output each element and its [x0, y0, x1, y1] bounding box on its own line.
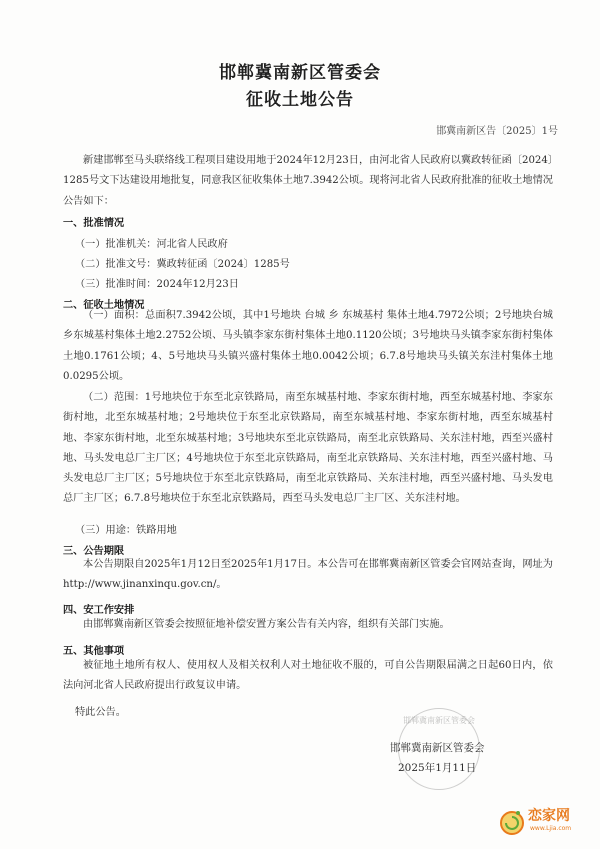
approval-authority: （一）批准机关：河北省人民政府 [75, 239, 228, 250]
document-title-org: 邯郸冀南新区管委会 [219, 63, 381, 83]
section3-heading: 三、公告期限 [63, 545, 125, 557]
seal-text: 邯郸冀南新区管委会 [403, 716, 475, 725]
watermark-logo [498, 803, 588, 843]
closing-text: 特此公告。 [75, 707, 126, 718]
land-scope-paragraph: （二）范围：1号地块位于东至北京铁路局，南至东城基村地、李家东街村地，西至东城基村地、李家东街村地，北至东城基村地；2号地块位于东至北京铁路局，南至东城基村地、李家东街村地，西至东城基村地、李家东街村地，北至东城基村地；3号地块东至北京铁路局，南至北京铁路局、关东洼村地，西至兴盛村地、马头发电总厂主厂区；4号地块位于东至北京铁路局，南至北京铁路局、关东洼村地，西至兴盛村地、马头发电总厂主厂区；5号地块位于东至北京铁路局，南至北京铁路局、关东洼村地，西至兴盛村地、马头发电总厂主厂区；6.7.8号地块位于东至北京铁路局，西至马头发电总厂主厂区、关东洼村地。 [63, 392, 553, 505]
notice-period-paragraph: 本公告期限自2025年1月12日至2025年1月17日。本公告可在邯郸冀南新区管委会官网站查询，网址为http://www.jinanxinqu.gov.cn/。 [63, 559, 553, 591]
work-arrangement-paragraph: 由邯郸冀南新区管委会按照征地补偿安置方案公告有关内容，组织有关部门实施。 [83, 619, 450, 630]
section1-heading: 一、批准情况 [63, 217, 125, 229]
signature-date: 2025年1月11日 [398, 762, 477, 774]
section2-heading: 二、征收土地情况 [63, 299, 145, 311]
section4-heading: 四、安工作安排 [63, 604, 135, 616]
signature-org: 邯郸冀南新区管委会 [390, 742, 485, 754]
watermark-url: www.Ljia.com [530, 825, 572, 832]
document-title: 征收土地公告 [246, 90, 354, 110]
land-area-paragraph: （一）面积：总面积7.3942公顷，其中1号地块 台城 乡 东城基村 集体土地4.7972公顷；2号地块台城乡东城基村集体土地2.2752公顷、马头镇李家东街村集体土地0.1120公顷；3号地块马头镇李家东街村集体土地0.1761公顷；4、5号地块马头镇兴盛村集体土地0.0042公顷；6.7.8号地块马头镇关东洼村集体土地0.0295公顷。 [63, 310, 553, 382]
land-use: （三）用途：铁路用地 [75, 525, 177, 536]
document-number: 邯冀南新区告〔2025〕1号 [436, 126, 558, 137]
snail-logo-icon [498, 807, 526, 837]
other-matters-paragraph: 被征地土地所有权人、使用权人及相关权利人对土地征收不服的，可自公告期限届满之日起60日内，依法向河北省人民政府提出行政复议申请。 [63, 660, 553, 692]
intro-paragraph: 新建邯郸至马头联络线工程项目建设用地于2024年12月23日，由河北省人民政府以冀政转征函〔2024〕1285号文下达建设用地批复，同意我区征收集体土地7.3942公顷。现将河北省人民政府批准的征收土地情况公告如下： [63, 155, 553, 207]
approval-date: （三）批准时间：2024年12月23日 [75, 279, 239, 290]
section5-heading: 五、其他事项 [63, 645, 125, 657]
watermark-brand: 恋家网 [528, 808, 570, 824]
approval-number: （二）批准文号：冀政转征函〔2024〕1285号 [75, 259, 290, 270]
